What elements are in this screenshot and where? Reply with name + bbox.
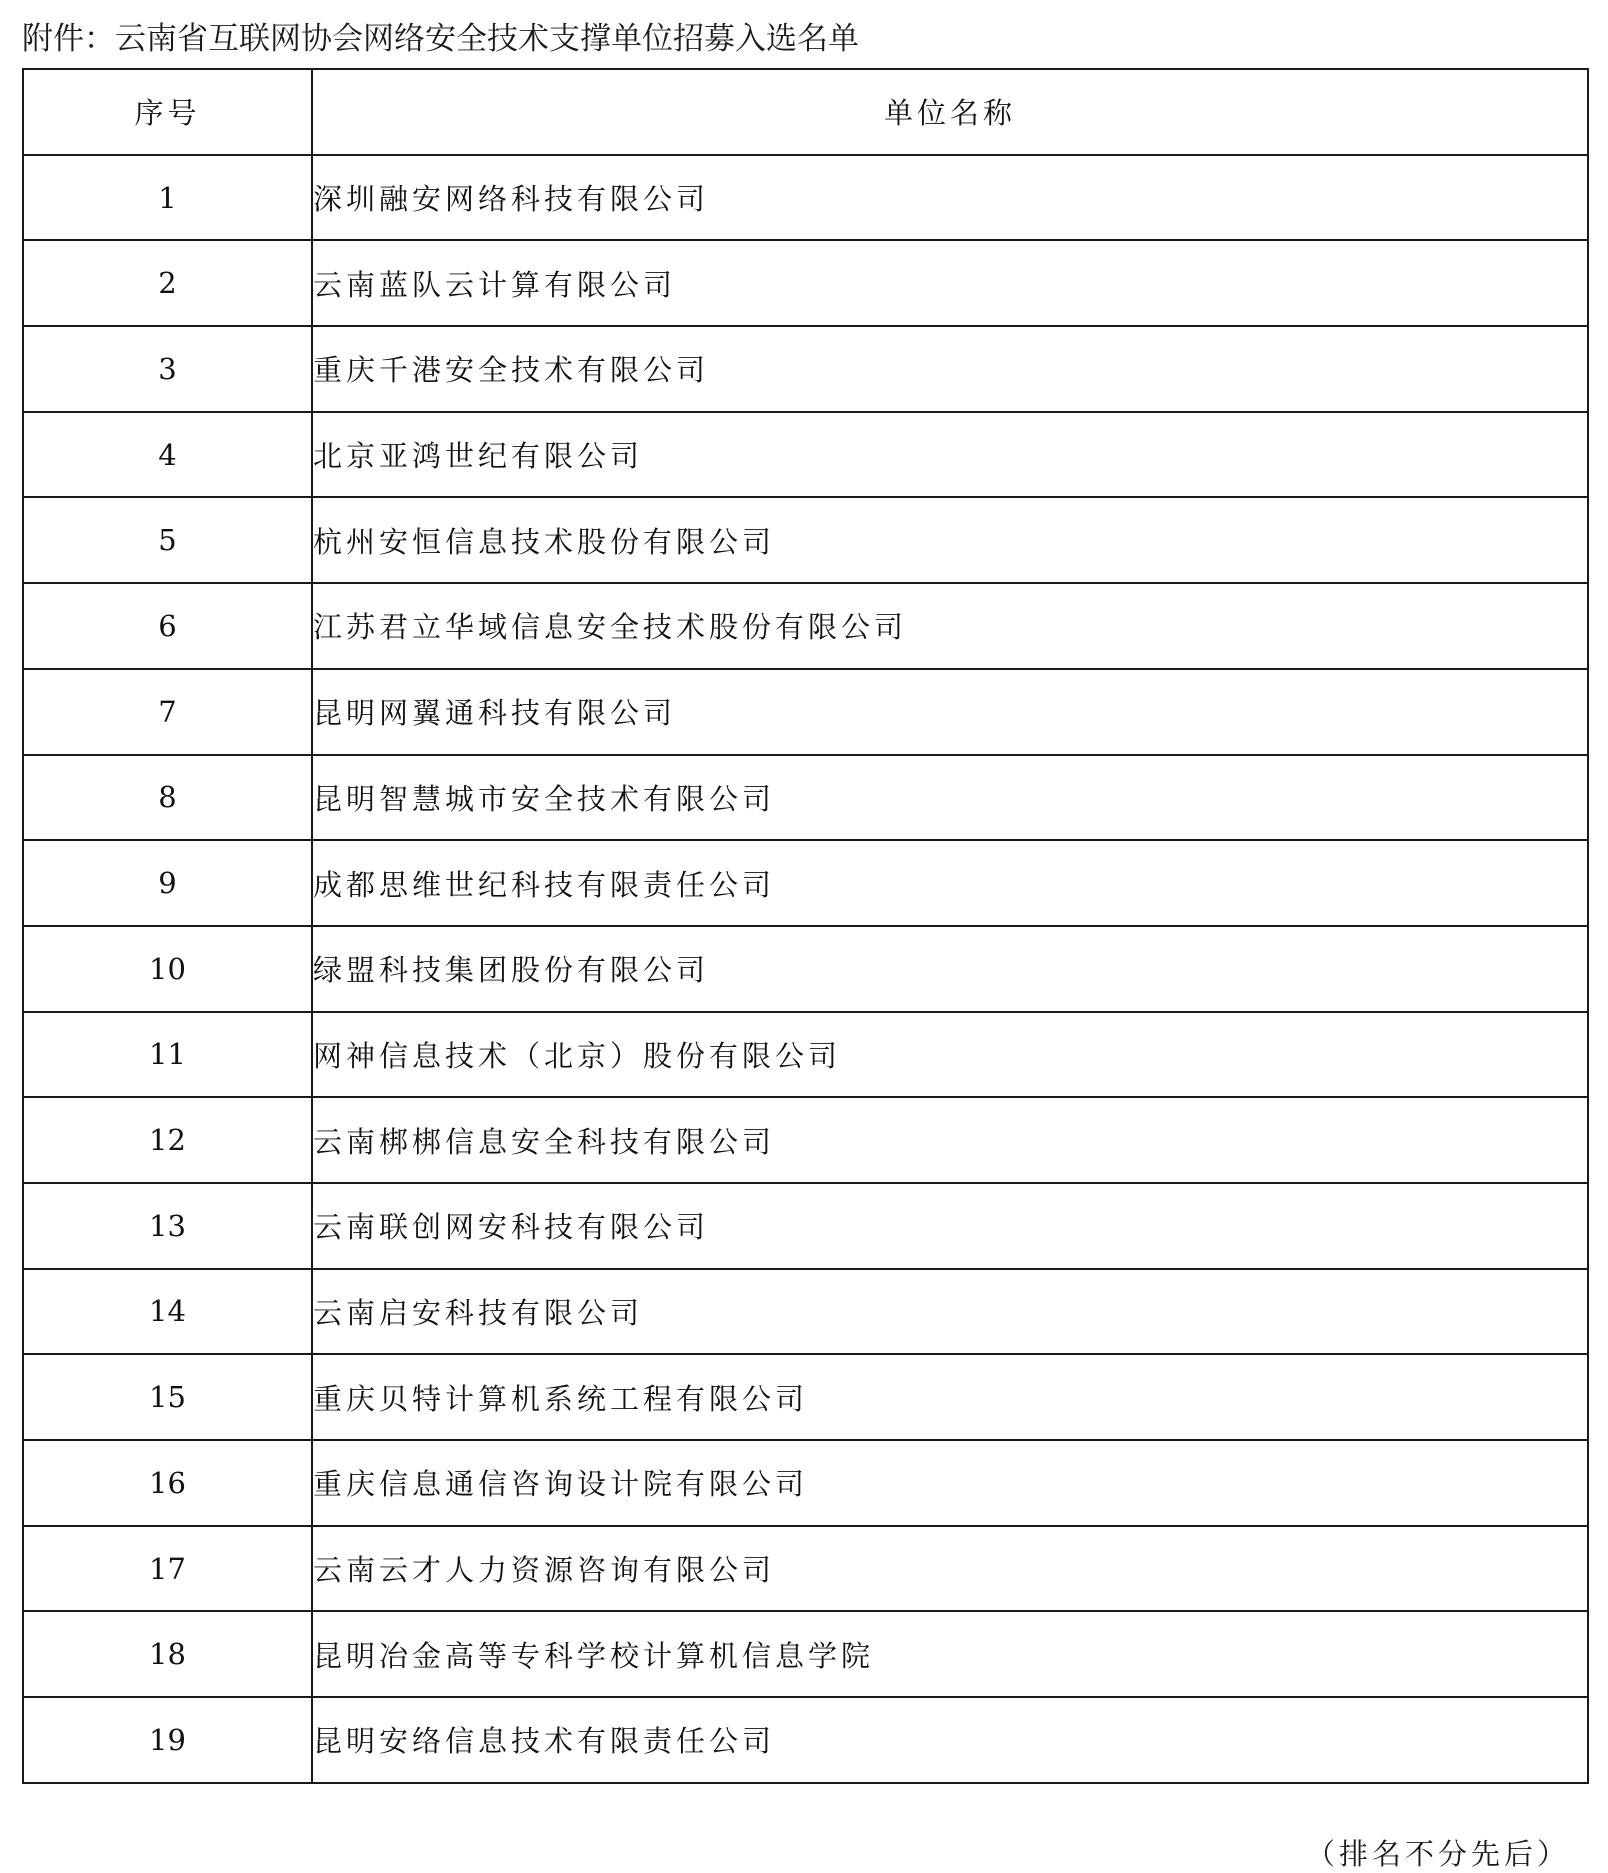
row-seq: 19 [23,1697,312,1783]
column-header-seq: 序号 [23,69,312,155]
row-seq: 11 [23,1012,312,1098]
row-seq: 9 [23,840,312,926]
row-seq: 12 [23,1097,312,1183]
row-unit-name: 云南启安科技有限公司 [312,1269,1588,1355]
table-row [23,326,1588,412]
row-unit-name: 网神信息技术（北京）股份有限公司 [312,1012,1588,1098]
table-row [23,583,1588,669]
document-title: 附件：云南省互联网协会网络安全技术支撑单位招募入选名单 [22,21,859,57]
table-header-row [23,69,1588,155]
row-unit-name: 昆明网翼通科技有限公司 [312,669,1588,755]
table-row [23,412,1588,498]
row-unit-name: 云南蓝队云计算有限公司 [312,240,1588,326]
table-body [23,155,1588,1783]
ranking-note: （排名不分先后） [1305,1837,1570,1871]
row-seq: 1 [23,155,312,241]
table-row [23,755,1588,841]
row-unit-name: 昆明智慧城市安全技术有限公司 [312,755,1588,841]
table-row [23,1012,1588,1098]
table-row [23,840,1588,926]
table-row [23,1611,1588,1697]
table-row [23,1440,1588,1526]
selection-table [22,68,1589,1784]
table-row [23,1183,1588,1269]
table-row [23,1354,1588,1440]
row-unit-name: 北京亚鸿世纪有限公司 [312,412,1588,498]
table-row [23,155,1588,241]
row-unit-name: 昆明安络信息技术有限责任公司 [312,1697,1588,1783]
row-unit-name: 重庆信息通信咨询设计院有限公司 [312,1440,1588,1526]
row-unit-name: 杭州安恒信息技术股份有限公司 [312,497,1588,583]
row-unit-name: 深圳融安网络科技有限公司 [312,155,1588,241]
row-seq: 17 [23,1526,312,1612]
table-row [23,926,1588,1012]
table-row [23,1526,1588,1612]
row-seq: 18 [23,1611,312,1697]
row-seq: 10 [23,926,312,1012]
table-row [23,1269,1588,1355]
row-seq: 2 [23,240,312,326]
table-row [23,1697,1588,1783]
table-row [23,497,1588,583]
row-seq: 5 [23,497,312,583]
row-unit-name: 江苏君立华域信息安全技术股份有限公司 [312,583,1588,669]
table-row [23,240,1588,326]
row-unit-name: 重庆千港安全技术有限公司 [312,326,1588,412]
row-seq: 8 [23,755,312,841]
row-seq: 13 [23,1183,312,1269]
row-seq: 6 [23,583,312,669]
row-unit-name: 绿盟科技集团股份有限公司 [312,926,1588,1012]
row-seq: 3 [23,326,312,412]
row-unit-name: 重庆贝特计算机系统工程有限公司 [312,1354,1588,1440]
row-unit-name: 成都思维世纪科技有限责任公司 [312,840,1588,926]
row-seq: 7 [23,669,312,755]
row-seq: 4 [23,412,312,498]
row-seq: 14 [23,1269,312,1355]
row-seq: 16 [23,1440,312,1526]
row-unit-name: 云南云才人力资源咨询有限公司 [312,1526,1588,1612]
row-unit-name: 云南联创网安科技有限公司 [312,1183,1588,1269]
row-unit-name: 昆明冶金高等专科学校计算机信息学院 [312,1611,1588,1697]
table-row [23,1097,1588,1183]
row-seq: 15 [23,1354,312,1440]
row-unit-name: 云南梆梆信息安全科技有限公司 [312,1097,1588,1183]
column-header-name: 单位名称 [312,69,1588,155]
table-row [23,669,1588,755]
